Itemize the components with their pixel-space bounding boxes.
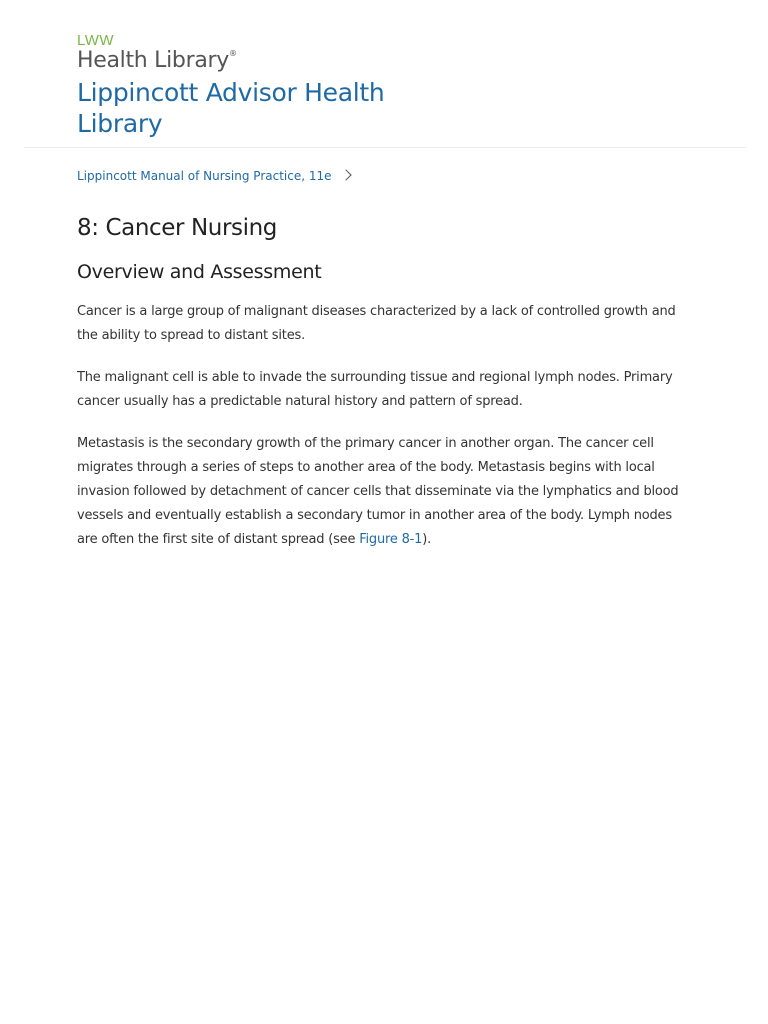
logo-health-library-label: Health Library [77,48,229,73]
paragraph-3 [77,432,689,552]
paragraph-3-text: Metastasis is the secondary growth of the primary cancer in another organ. The cancer cell migrates through a series of steps to another area of the body. Metastasis begins with local invasion followed by detachment of cancer cells that disseminate via the lymphatics and blood vessels and eventually establish a secondary tumor in another area of the body. Lymph nodes are often the first site of distant spread (see [77,436,679,547]
paragraph-2: The malignant cell is able to invade the surrounding tissue and regional lymph nodes. Primary cancer usually has a predictable natural history and pattern of spread. [77,370,673,409]
site-header [24,0,746,148]
paragraph-1: Cancer is a large group of malignant diseases characterized by a lack of controlled growth and the ability to spread to distant sites. [77,304,676,343]
figure-8-1-link[interactable]: Figure 8-1 [359,532,423,547]
article-content [77,212,689,552]
logo-lww-text: LWW [77,32,115,49]
breadcrumb-label: Lippincott Manual of Nursing Practice, 11e [77,169,332,183]
logo-health-library-text [77,48,237,74]
logo-registered-mark: ® [228,49,237,58]
chevron-right-icon [340,169,351,180]
site-title[interactable]: Lippincott Advisor Health Library [77,78,385,138]
paragraph-3-end: ). [422,532,432,547]
chapter-title: 8: Cancer Nursing [77,215,277,241]
lww-health-library-logo[interactable] [77,33,237,74]
breadcrumb-book-link[interactable] [77,167,350,185]
section-title: Overview and Assessment [77,261,322,283]
